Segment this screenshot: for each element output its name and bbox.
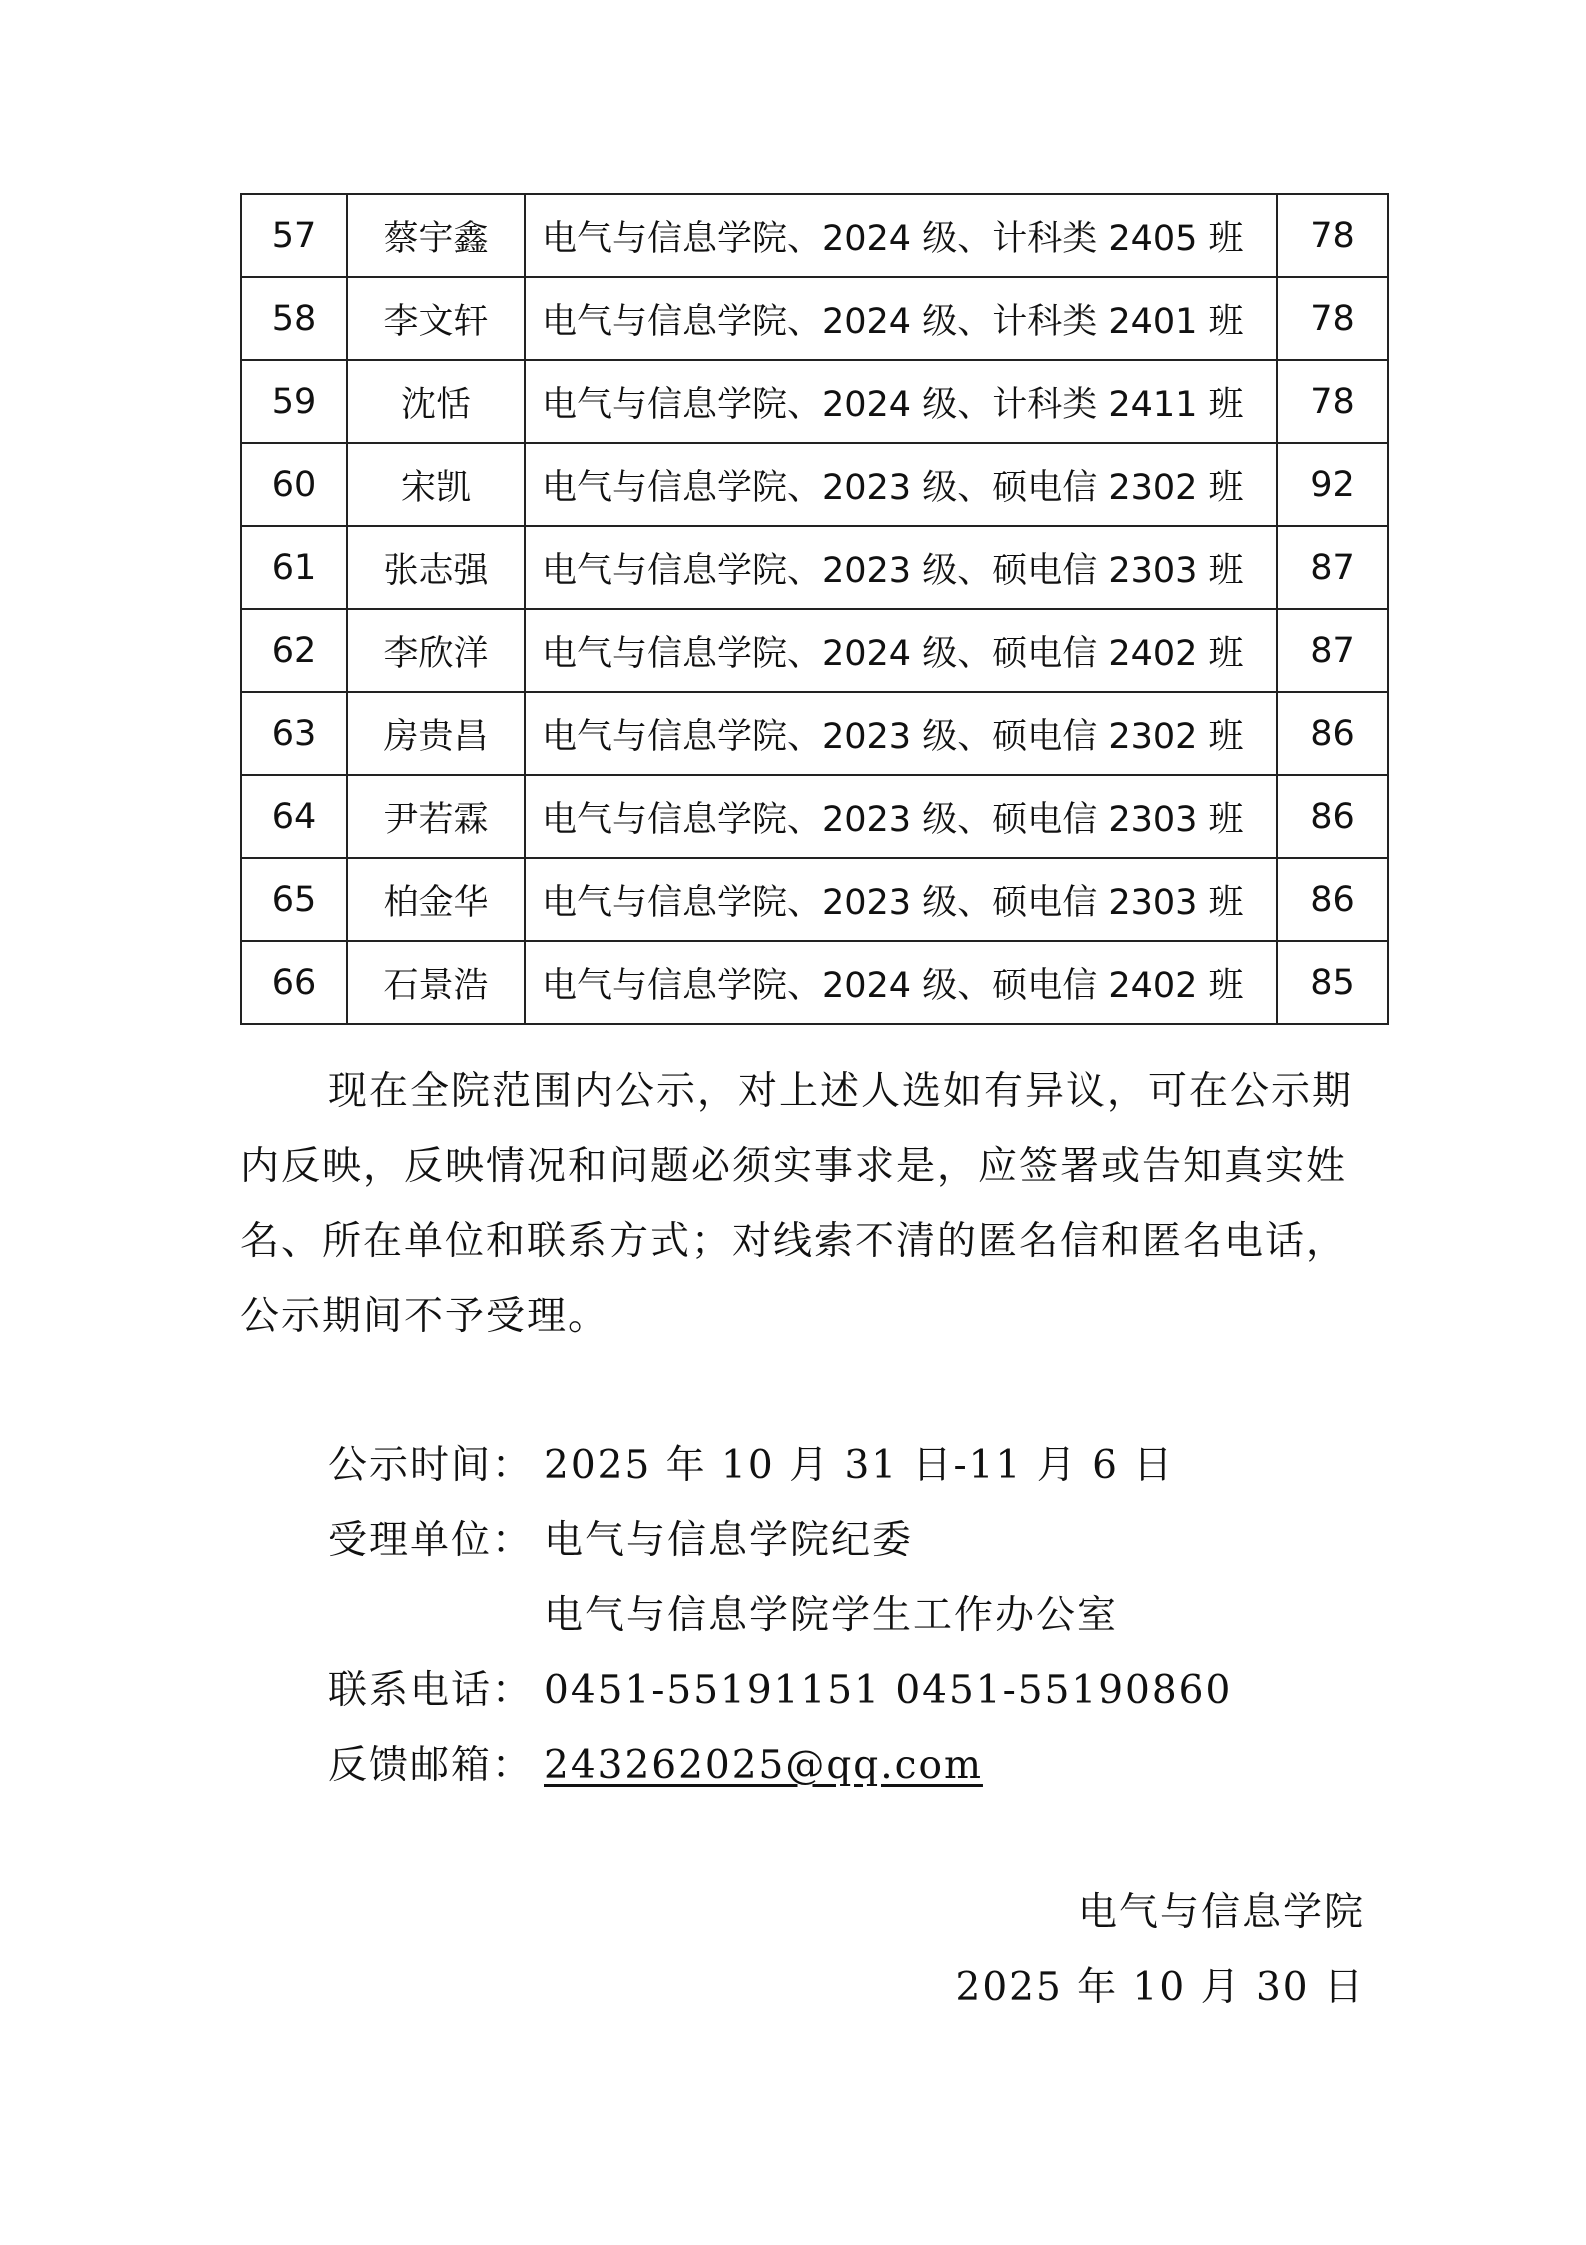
row-number-cell: 64 [241, 775, 347, 858]
row-number-cell: 62 [241, 609, 347, 692]
table-row [241, 360, 1388, 443]
student-name-cell: 柏金华 [347, 858, 525, 941]
unit-cell: 电气与信息学院、2023 级、硕电信 2303 班 [525, 526, 1277, 609]
table-row [241, 609, 1388, 692]
accepting-unit-line [328, 1503, 913, 1578]
notice-time-line [328, 1428, 1174, 1503]
student-name-cell: 尹若霖 [347, 775, 525, 858]
signature-org: 电气与信息学院 [1077, 1890, 1365, 1935]
contact-phone-value: 0451-55191151 0451-55190860 [544, 1668, 1233, 1713]
signature-date: 2025 年 10 月 30 日 [955, 1965, 1365, 2010]
accepting-unit-value-2: 电气与信息学院学生工作办公室 [544, 1593, 1119, 1638]
accepting-unit-label: 受理单位： [328, 1518, 534, 1563]
unit-cell: 电气与信息学院、2023 级、硕电信 2303 班 [525, 858, 1277, 941]
row-number-cell: 57 [241, 194, 347, 277]
accepting-unit-line-2 [328, 1578, 1118, 1653]
roster-table-body [241, 194, 1388, 1024]
table-row [241, 692, 1388, 775]
table-row [241, 443, 1388, 526]
unit-cell: 电气与信息学院、2023 级、硕电信 2302 班 [525, 692, 1277, 775]
table-row [241, 277, 1388, 360]
unit-cell: 电气与信息学院、2024 级、硕电信 2402 班 [525, 941, 1277, 1024]
row-number-cell: 61 [241, 526, 347, 609]
student-name-cell: 张志强 [347, 526, 525, 609]
student-name-cell: 蔡宇鑫 [347, 194, 525, 277]
row-number-cell: 66 [241, 941, 347, 1024]
row-number-cell: 60 [241, 443, 347, 526]
notice-time-label: 公示时间： [328, 1443, 534, 1488]
feedback-email-line [328, 1728, 983, 1803]
roster-table [240, 193, 1389, 1025]
score-cell: 92 [1277, 443, 1388, 526]
feedback-email-label: 反馈邮箱： [328, 1743, 534, 1788]
student-name-cell: 房贵昌 [347, 692, 525, 775]
table-row [241, 858, 1388, 941]
table-row [241, 775, 1388, 858]
feedback-email-link[interactable]: 243262025@qq.com [544, 1743, 983, 1788]
student-name-cell: 李欣洋 [347, 609, 525, 692]
score-cell: 85 [1277, 941, 1388, 1024]
table-row [241, 941, 1388, 1024]
table-row [241, 526, 1388, 609]
unit-cell: 电气与信息学院、2023 级、硕电信 2303 班 [525, 775, 1277, 858]
score-cell: 87 [1277, 526, 1388, 609]
score-cell: 86 [1277, 692, 1388, 775]
row-number-cell: 63 [241, 692, 347, 775]
notice-time-value: 2025 年 10 月 31 日-11 月 6 日 [544, 1443, 1175, 1488]
score-cell: 86 [1277, 858, 1388, 941]
score-cell: 86 [1277, 775, 1388, 858]
unit-cell: 电气与信息学院、2024 级、硕电信 2402 班 [525, 609, 1277, 692]
score-cell: 78 [1277, 360, 1388, 443]
student-name-cell: 沈恬 [347, 360, 525, 443]
score-cell: 87 [1277, 609, 1388, 692]
unit-cell: 电气与信息学院、2024 级、计科类 2405 班 [525, 194, 1277, 277]
accepting-unit-value-1: 电气与信息学院纪委 [544, 1518, 914, 1563]
student-name-cell: 李文轩 [347, 277, 525, 360]
contact-phone-line [328, 1653, 1232, 1728]
score-cell: 78 [1277, 194, 1388, 277]
student-name-cell: 宋凯 [347, 443, 525, 526]
row-number-cell: 58 [241, 277, 347, 360]
table-row [241, 194, 1388, 277]
unit-cell: 电气与信息学院、2024 级、计科类 2401 班 [525, 277, 1277, 360]
unit-cell: 电气与信息学院、2024 级、计科类 2411 班 [525, 360, 1277, 443]
unit-cell: 电气与信息学院、2023 级、硕电信 2302 班 [525, 443, 1277, 526]
row-number-cell: 59 [241, 360, 347, 443]
student-name-cell: 石景浩 [347, 941, 525, 1024]
contact-phone-label: 联系电话： [328, 1668, 534, 1713]
row-number-cell: 65 [241, 858, 347, 941]
notice-paragraph: 现在全院范围内公示，对上述人选如有异议，可在公示期内反映，反映情况和问题必须实事求是，应签署或告知真实姓名、所在单位和联系方式；对线索不清的匿名信和匿名电话，公示期间不予受理。 [240, 1069, 1354, 1339]
score-cell: 78 [1277, 277, 1388, 360]
